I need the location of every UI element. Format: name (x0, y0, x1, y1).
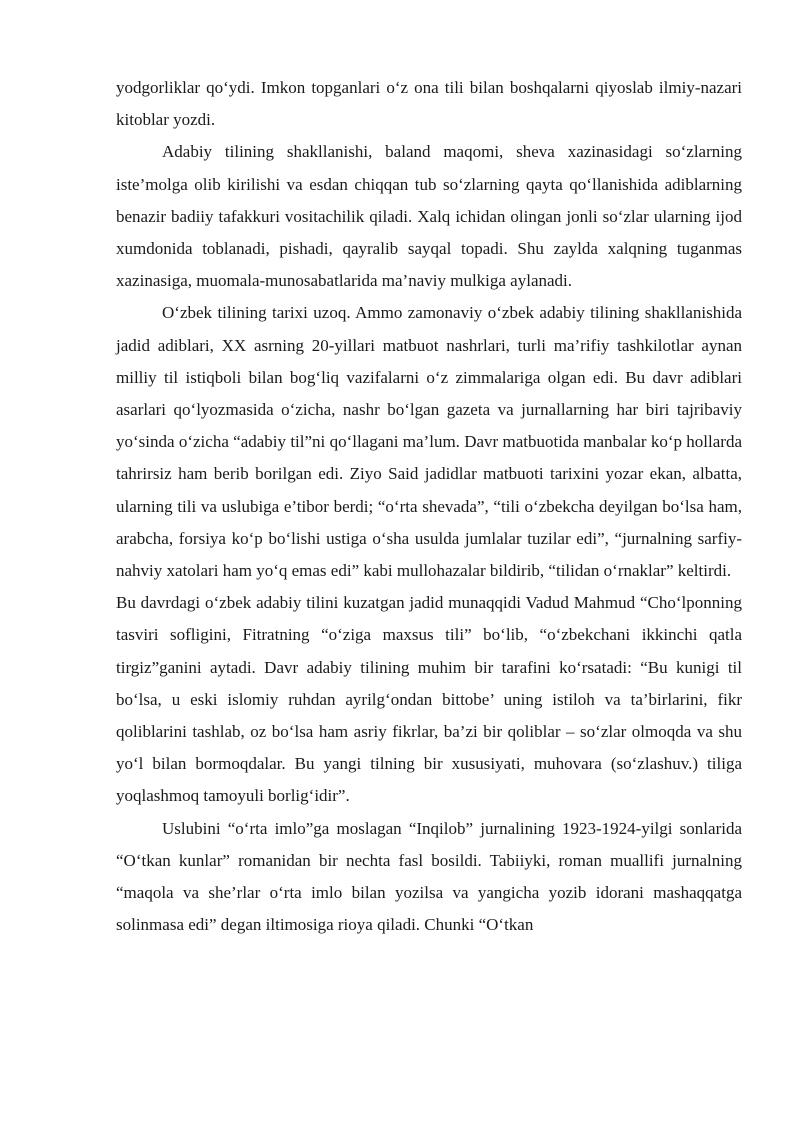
paragraph-2: Adabiy tilining shakllanishi, baland maqomi, sheva xazinasidagi so‘zlarning iste’molga olib kirilishi va esdan chiqqan tub so‘zlarning qayta qo‘llanishida adiblarning benazir badiiy tafakkuri vositachilik qiladi. Xalq ichidan olingan jonli so‘zlar ularning ijod xumdonida toblanadi, pishadi, qayralib sayqal topadi. Shu zaylda xalqning tuganmas xazinasiga, muomala-munosabatlarida ma’naviy mulkiga aylanadi. (116, 142, 742, 291)
paragraph-3: O‘zbek tilining tarixi uzoq. Ammo zamonaviy o‘zbek adabiy tilining shakllanishida jadid adiblari, XX asrning 20-yillari matbuot nashrlari, turli ma’rifiy tashkilotlar aynan milliy til istiqboli bilan bog‘liq vazifalarni o‘z zimmalariga olgan edi. Bu davr adiblari asarlari qo‘lyozmasida o‘zicha, nashr bo‘lgan gazeta va jurnallarning har biri tajribaviy yo‘sinda o‘zicha “adabiy til”ni qo‘llagani ma’lum. Davr matbuotida manbalar ko‘p hollarda tahrirsiz ham berib borilgan edi. Ziyo Said jadidlar matbuoti tarixini yozar ekan, albatta, ularning tili va uslubiga e’tibor berdi; “o‘rta shevada”, “tili o‘zbekcha deyilgan bo‘lsa ham, arabcha, forsiya ko‘p bo‘lishi ustiga o‘sha usulda jumlalar tuzilar edi”, “jurnalning sarfiy-nahviy xatolari ham yo‘q emas edi” kabi mullohazalar bildirib, “tilidan o‘rnaklar” keltirdi. (116, 303, 742, 581)
paragraph-1: yodgorliklar qo‘ydi. Imkon topganlari o‘z ona tili bilan boshqalarni qiyoslab ilmiy-nazari kitoblar yozdi. (116, 78, 742, 130)
document-body (116, 72, 742, 941)
paragraph-4: Bu davrdagi o‘zbek adabiy tilini kuzatgan jadid munaqqidi Vadud Mahmud “Cho‘lponning tasviri sofligini, Fitratning “o‘ziga maxsus tili” bo‘lib, “o‘zbekchani ikkinchi qatla tirgiz”ganini aytadi. Davr adabiy tilining muhim bir tarafini ko‘rsatadi: “Bu kunigi til bo‘lsa, u eski islomiy ruhdan ayrilg‘ondan bittobe’ uning istiloh va ta’birlarini, fikr qoliblarini tashlab, oz bo‘lsa ham asriy fikrlar, ba’zi bir qoliblar – so‘zlar olmoqda va shu yo‘l bilan bormoqdalar. Bu yangi tilning bir xususiyati, muhovara (so‘zlashuv.) tiliga yoqlashmoq tamoyuli borlig‘idir”. (116, 593, 742, 806)
paragraph-5: Uslubini “o‘rta imlo”ga moslagan “Inqilob” jurnalining 1923-1924-yilgi sonlarida “O‘tkan kunlar” romanidan bir nechta fasl bosildi. Tabiiyki, roman muallifi jurnalning “maqola va she’rlar o‘rta imlo bilan yozilsa va yangicha yozib idorani mashaqqatga solinmasa edi” degan iltimosiga rioya qiladi. Chunki “O‘tkan (116, 818, 742, 935)
